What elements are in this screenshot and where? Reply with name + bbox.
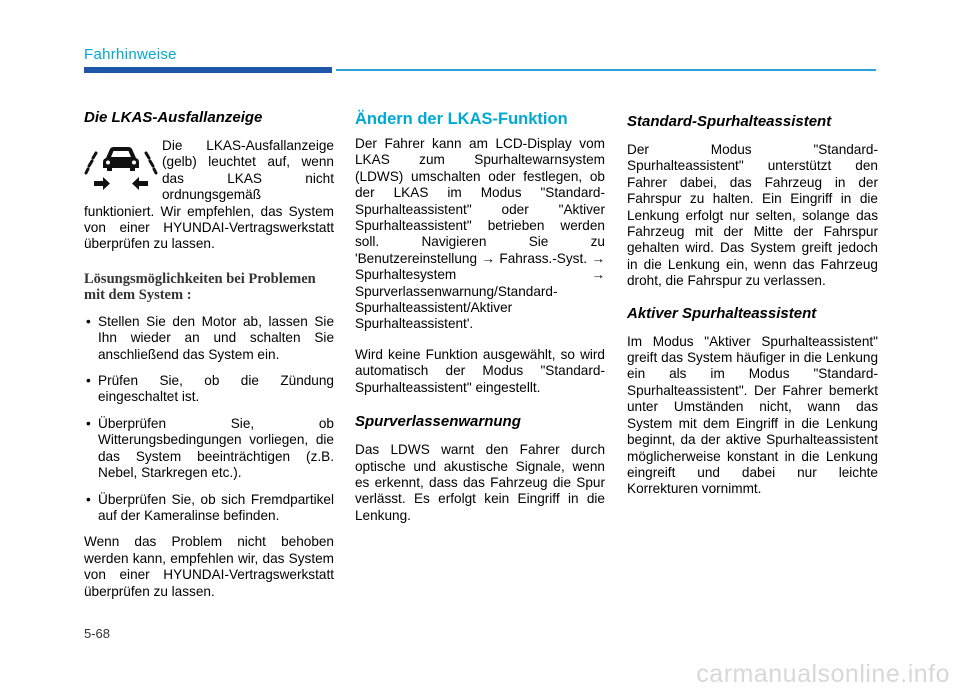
lkas-failure-text: Die LKAS-Ausfallanzeige (gelb) leuchtet auf, wenn das LKAS nicht ordnungsgemäß funktioniert. Wir empfehlen, das System von einer HYUNDAI-Vertragswerkstatt überprüfen zu lassen. (84, 138, 334, 252)
solutions-heading: Lösungsmöglichkeiten bei Problemen mit dem System : (84, 270, 316, 304)
active-assist-heading: Aktiver Spurhalteassistent (627, 304, 817, 322)
column-2 (355, 108, 605, 538)
ldws-heading: Spurverlassenwarnung (355, 413, 521, 431)
change-lkas-text: Der Fahrer kann am LCD-Display vom LKAS zum Spurhaltewarnsystem (LDWS) umschalten oder festlegen, ob der LKAS im Modus "Standard-Spurhalteassistent" oder "Aktiver Spurhalteassistent" betrieben werden soll. Navigieren Sie zu 'Benutzereinstellung → Fahrass.-Syst. → Spurhaltesystem → Spurverlassenwarnung/Standard-Spurhalteassistent/Aktiver Spurhalteassistent'. (355, 136, 605, 332)
solution-item: • Überprüfen Sie, ob Witterungsbedingungen vorliegen, die das System beeinträchtigen (z.B. Nebel, Starkregen etc.). (84, 416, 334, 482)
solutions-list (84, 314, 334, 524)
change-lkas-heading: Ändern der LKAS-Funktion (355, 110, 568, 128)
closing-text: Wenn das Problem nicht behoben werden kann, empfehlen wir, das System von einer HYUNDAI-Vertragswerkstatt überprüfen zu lassen. (84, 534, 334, 599)
watermark: carmanualsonline.info (696, 660, 950, 688)
lkas-failure-heading: Die LKAS-Ausfallanzeige (84, 109, 263, 126)
standard-assist-heading: Standard-Spurhalteassistent (627, 113, 832, 130)
ldws-text: Das LDWS warnt den Fahrer durch optische und akustische Signale, wenn es erkennt, dass das Fahrzeug die Spur verlässt. Es erfolgt kein Eingriff in die Lenkung. (355, 442, 605, 523)
active-assist-text: Im Modus "Aktiver Spurhalteassistent" greift das System häufiger in die Lenkung ein als im Modus "Standard-Spurhalteassistent". Der Fahrer bemerkt unter Umständen nicht, wann das System mit dem Eingriff in die Lenkung beginnt, da der aktive Spurhalteassistent möglicherweise konstant in die Lenkung eingreift und dabei nur leichte Korrekturen vornimmt. (627, 333, 878, 497)
lkas-intro-block (84, 138, 334, 253)
default-mode-text: Wird keine Funktion ausgewählt, so wird automatisch der Modus "Standard-Spurhalteassistent" eingestellt. (355, 346, 605, 395)
solution-item: • Prüfen Sie, ob die Zündung eingeschaltet ist. (84, 373, 334, 406)
lkas-warning-icon (84, 144, 158, 192)
column-1 (84, 108, 334, 614)
page-number: 5-68 (84, 626, 111, 641)
header-bar-dark (84, 67, 332, 73)
header-bar-light (336, 69, 876, 71)
section-title: Fahrhinweise (84, 46, 177, 63)
column-3 (627, 108, 878, 512)
standard-assist-text: Der Modus "Standard-Spurhalteassistent" unterstützt den Fahrer dabei, das Fahrzeug in der Fahrspur zu halten. Ein Eingriff in die Lenkung erfolgt nur selten, solange das Fahrzeug mit der Mitte der Fahrspur gehalten wird. Das System greift jedoch in die Lenkung ein, wenn das Fahrzeug droht, die Fahrspur zu verlassen. (627, 142, 878, 289)
solution-item: • Überprüfen Sie, ob sich Fremdpartikel auf der Kameralinse befinden. (84, 492, 334, 525)
solution-item: • Stellen Sie den Motor ab, lassen Sie Ihn wieder an und schalten Sie anschließend das System ein. (84, 314, 334, 363)
